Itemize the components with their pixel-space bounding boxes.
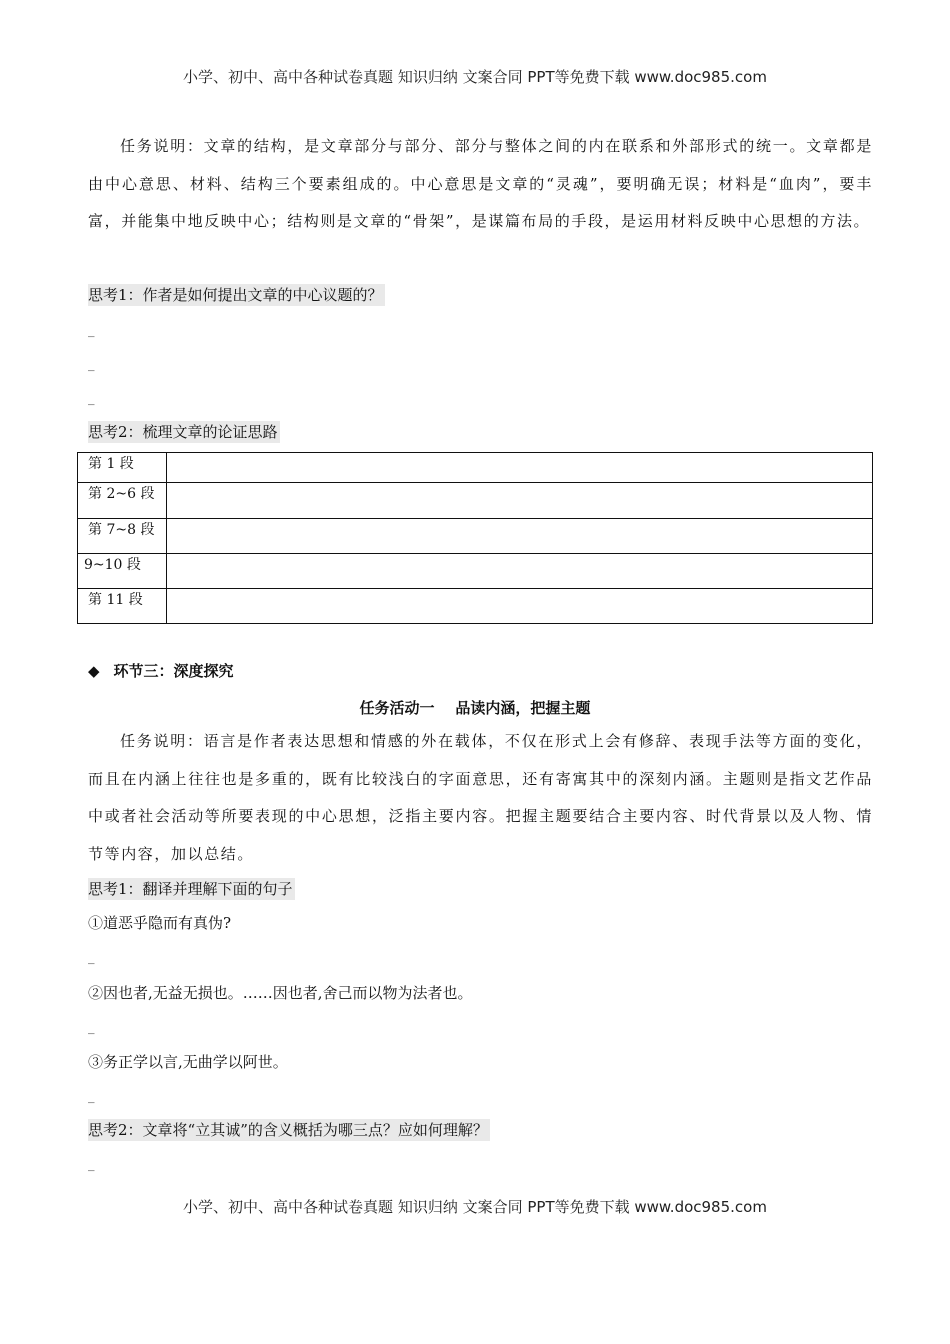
answer-blank: _ — [88, 950, 95, 965]
answer-cell[interactable] — [167, 589, 873, 624]
paragraph-label: 9~10 段 — [78, 554, 167, 589]
sentence-2: ②因也者,无益无损也。……因也者,舍己而以物为法者也。 — [88, 984, 473, 1002]
paragraph-label: 第 7~8 段 — [78, 519, 167, 554]
answer-blank: _ — [88, 1020, 95, 1035]
page-header: 小学、初中、高中各种试卷真题 知识归纳 文案合同 PPT等免费下载 www.doc985.com — [183, 68, 767, 86]
task-activity-title: 任务活动一 品读内涵，把握主题 — [359, 699, 591, 717]
think-2-argument-flow: 思考2：梳理文章的论证思路 — [88, 423, 278, 441]
answer-blank: _ — [88, 1157, 95, 1172]
answer-cell[interactable] — [167, 554, 873, 589]
argument-flow-table — [77, 452, 873, 624]
sentence-1: ①道恶乎隐而有真伪? — [88, 914, 232, 932]
page-footer: 小学、初中、高中各种试卷真题 知识归纳 文案合同 PPT等免费下载 www.doc985.com — [183, 1198, 767, 1216]
answer-blank: _ — [88, 391, 95, 406]
task-description-theme: 任务说明：语言是作者表达思想和情感的外在载体，不仅在形式上会有修辞、表现手法等方面的变化，而且在内涵上往往也是多重的，既有比较浅白的字面意思，还有寄寓其中的深刻内涵。主题则是指文艺作品中或者社会活动等所要表现的中心思想，泛指主要内容。把握主题要结合主要内容、时代背景以及人物、情节等内容，加以总结。 — [88, 732, 873, 863]
answer-cell[interactable] — [167, 519, 873, 554]
table-row — [78, 483, 873, 519]
diamond-bullet-icon: ◆ — [88, 662, 100, 680]
answer-cell[interactable] — [167, 453, 873, 483]
table-row — [78, 554, 873, 589]
answer-blank: _ — [88, 1089, 95, 1104]
sentence-3: ③务正学以言,无曲学以阿世。 — [88, 1053, 288, 1071]
section-title: 环节三：深度探究 — [113, 662, 234, 680]
answer-blank: _ — [88, 357, 95, 372]
think-1-translate: 思考1：翻译并理解下面的句子 — [88, 880, 293, 898]
section-heading — [88, 660, 234, 681]
paragraph-label: 第 2~6 段 — [78, 483, 167, 519]
task-description-structure: 任务说明：文章的结构，是文章部分与部分、部分与整体之间的内在联系和外部形式的统一。文章都是由中心意思、材料、结构三个要素组成的。中心意思是文章的“灵魂”，要明确无误；材料是“血肉”，要丰富，并能集中地反映中心；结构则是文章的“骨架”，是谋篇布局的手段，是运用材料反映中心思想的方法。 — [88, 137, 873, 230]
answer-cell[interactable] — [167, 483, 873, 519]
think-2-sincerity: 思考2：文章将“立其诚”的含义概括为哪三点？应如何理解？ — [88, 1121, 488, 1139]
paragraph-label: 第 1 段 — [78, 453, 167, 483]
table-row — [78, 453, 873, 483]
think-1-central-topic: 思考1：作者是如何提出文章的中心议题的？ — [88, 286, 383, 304]
table-row — [78, 519, 873, 554]
answer-blank: _ — [88, 323, 95, 338]
table-row — [78, 589, 873, 624]
paragraph-label: 第 11 段 — [78, 589, 167, 624]
